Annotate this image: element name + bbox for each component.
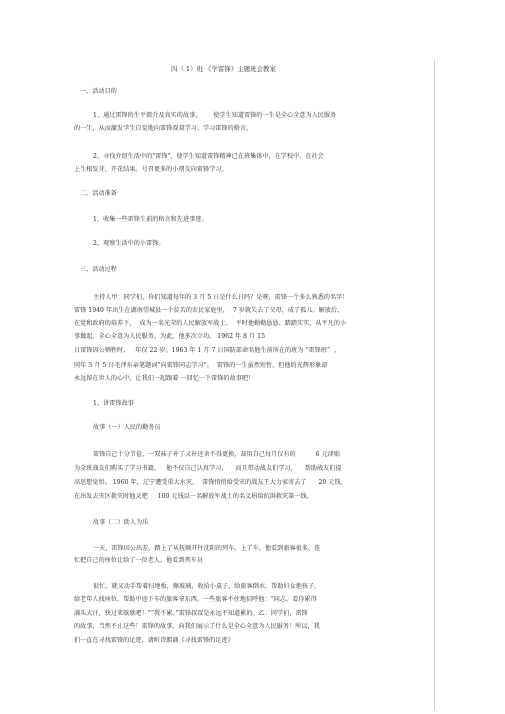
- paragraph-line: 1、收集一些雷锋生前的格言和先进事迹。: [93, 216, 208, 223]
- paragraph-line: 同年 3 月 5 日毛泽东亲笔题词“向雷锋同志学习”。 雷锋的一生虽然短暂，但他的光辉形象却: [74, 362, 328, 369]
- section-heading-preparation: 二、活动准备: [80, 190, 117, 197]
- right-margin-rule: [434, 60, 435, 710]
- paragraph-line: 主持人甲：同学们，你们知道每年的 3 月 5 日是什么日吗？是呀，雷锋一个多么熟悉的名字！: [93, 294, 349, 301]
- paragraph-line: 2、观察生活中的小雷锋。: [93, 240, 165, 247]
- paragraph-line: 一天，雷锋因公出差，踏上了从抚顺开往沈阳的列车。上了车，他看到旅客很多，连: [93, 545, 321, 552]
- paragraph-line: 满头大汗，快过来歇歇吧！”“我不累。”雷锋叔叔是永远不知道累的。乙：同学们，雷锋: [74, 610, 308, 617]
- paragraph-line: 雷锋自己十分节俭，一双袜子补了又补还舍不得更换，却用自己每月仅有的 6 元津贴: [93, 451, 340, 458]
- paragraph-line: 们一直在寻找雷锋的足迹，请听诗朗诵《寻找雷锋的足迹》: [74, 637, 234, 644]
- paragraph-line: 的故事，当然不止这些！雷锋的故事，向我们展示了什么是全心全意为人民服务！所以，我: [74, 623, 320, 630]
- paragraph-line: 在党和政府的培养下， 成为一名光荣的人民解放军战士。 平时他勤勤恳恳、踏踏实实，从平凡的小: [74, 320, 347, 327]
- story-title: 故事（一）人民的勤务员: [93, 424, 161, 431]
- paragraph-line: 雷锋 1940 年出生在湖南望城县一个贫苦的农民家庭里， 7 岁就失去了父母，成了孤儿。解放后，: [74, 307, 344, 314]
- paragraph-line: 日雷锋因公牺牲时， 年仅 22 岁。1963 年 1 月 7 日国防部命名他生前所在的班为 “雷锋班” 。: [74, 347, 341, 354]
- subsection-heading: 1、讲雷锋故事: [93, 400, 134, 407]
- paragraph-line: 永远留在世人的心中。让我们一起跟着 一回忆一下雷锋的故事吧！: [74, 375, 255, 382]
- section-heading-process: 三、活动过程: [80, 266, 117, 273]
- paragraph-line: 忙把自己的座位让给了一位老人。他看到列车员: [74, 557, 204, 564]
- paragraph-line: 1、通过雷锋的生平简介及真实的故事， 使学生知道雷锋的一生是全心全意为人民服务: [93, 112, 337, 119]
- story-title: 故事（二）助人为乐: [93, 519, 149, 526]
- paragraph-line: 为全班战友们购买了学习书籍。 他不仅自己认真学习， 而且带动战友们学习， 帮助战友们提: [74, 465, 342, 472]
- paragraph-line: 上生根发芽，开花结果。号召更多的小朋友向雷锋学习。: [74, 166, 228, 173]
- paragraph-line: 事做起，全心全意为人民服务。为此，他多次立功。 1962 年 8 月 15: [74, 333, 266, 340]
- section-heading-purpose: 一、活动目的: [80, 88, 117, 95]
- paragraph-line: 高思想觉悟。 1960 年，辽宁遭受重大水灾， 雷锋悄悄给受灾的战友王大力家寄去了 20 元钱。: [74, 479, 347, 486]
- paragraph-line: 的一生，从而激发学生自觉地向雷锋叔叔学习、学习雷锋的格言。: [74, 125, 253, 132]
- paragraph-line: 在出发去灾区救灾时他又把 100 元钱以一名解放军战士的名义捐给抗洪救灾第一线。: [74, 493, 313, 500]
- document-title: 四（ 1）班 《学雷锋》主题班会教案: [171, 65, 276, 73]
- paragraph-line: 2、寻找介绍生活中的"雷锋"，使学生知道雷锋精神已在班集体中、在学校中、在社会: [93, 153, 324, 160]
- paragraph-line: 很忙，就又动手帮着扫地板，擦玻璃，收拾小桌子，给旅客倒水，帮助妇女抱孩子，: [93, 583, 321, 590]
- paragraph-line: 给老年人找座位，帮助中途下车的旅客拿东西。一些旅客不住地招呼他：“同志，看你累得: [74, 596, 317, 603]
